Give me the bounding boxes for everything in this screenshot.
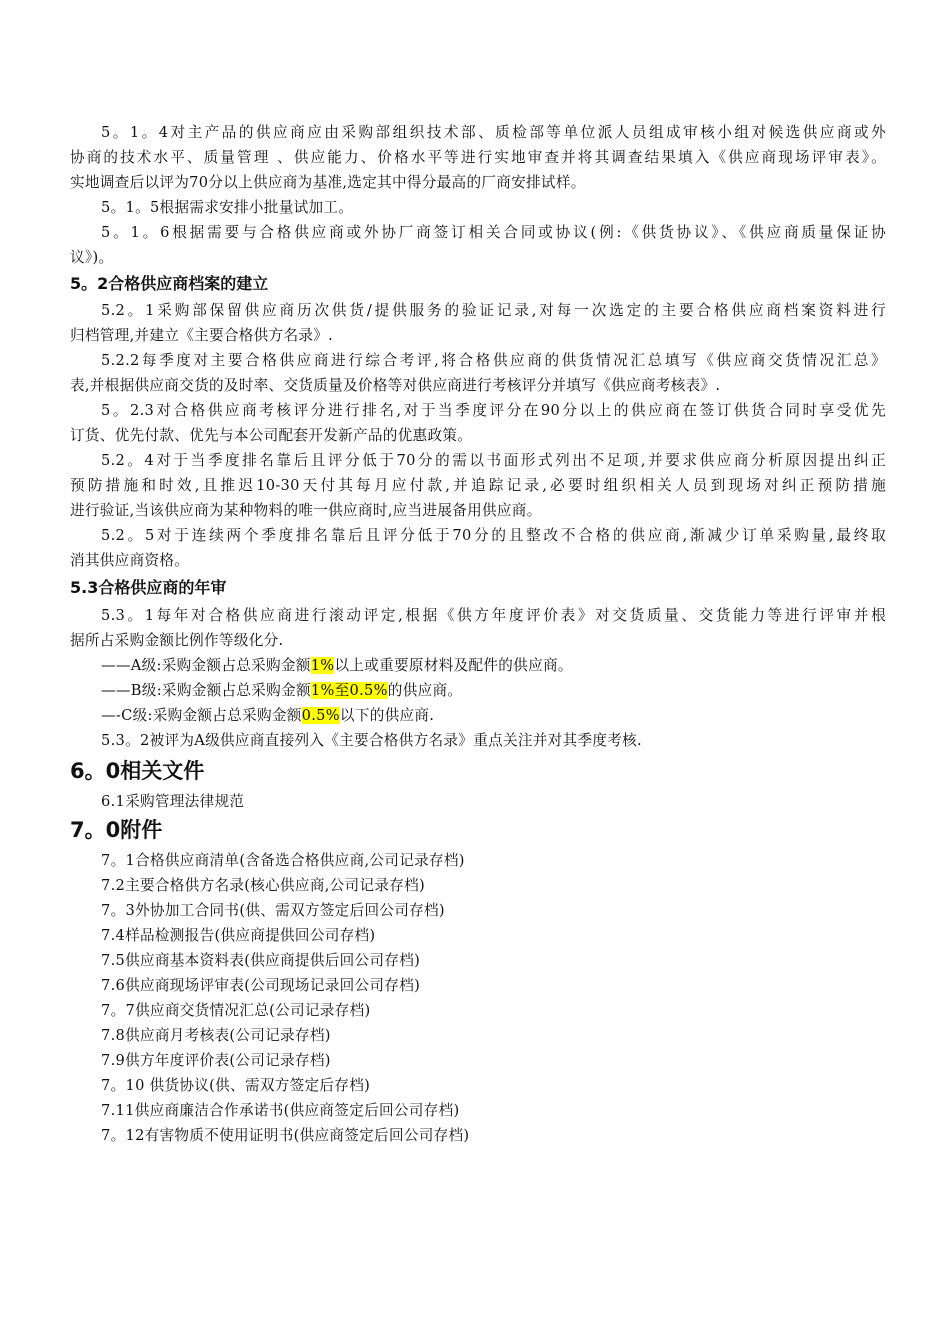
paragraph-5-1-6-line-2: 议》)。 bbox=[70, 249, 114, 266]
paragraph-5-3-1-line-2: 据所占采购金额比例作等级化分. bbox=[70, 632, 284, 649]
paragraph-5-1-4-line-3: 实地调查后以评为70分以上供应商为基准,选定其中得分最高的厂商安排试样。 bbox=[70, 174, 586, 191]
section-heading-5-3: 5.3合格供应商的年审 bbox=[70, 578, 227, 597]
paragraph-5-1-4-line-1: 5。1。4对主产品的供应商应由采购部组织技术部、质检部等单位派人员组成审核小组对候选供应商或外 bbox=[101, 124, 886, 141]
grade-a-text: ——A级:采购金额占总采购金额 bbox=[101, 657, 311, 674]
attachment-item: 7。1合格供应商清单(含备选合格供应商,公司记录存档) bbox=[101, 852, 465, 869]
attachment-item: 7。10 供货协议(供、需双方签定后存档) bbox=[101, 1077, 371, 1094]
grade-b-text: ——B级:采购金额占总采购金额 bbox=[101, 682, 311, 699]
attachment-item: 7。3外协加工合同书(供、需双方签定后回公司存档) bbox=[101, 902, 445, 919]
section-heading-5-2: 5。2合格供应商档案的建立 bbox=[70, 274, 269, 293]
attachment-item: 7.9供方年度评价表(公司记录存档) bbox=[101, 1052, 331, 1069]
paragraph-5-1-4-line-2: 协商的技术水平、质量管理 、供应能力、价格水平等进行实地审查并将其调查结果填入《供应商现场评审表》。 bbox=[70, 149, 886, 166]
paragraph-5-2-1-line-2: 归档管理,并建立《主要合格供方名录》. bbox=[70, 327, 334, 344]
paragraph-5-1-5: 5。1。5根据需求安排小批量试加工。 bbox=[101, 199, 354, 216]
attachment-item: 7.5供应商基本资料表(供应商提供后回公司存档) bbox=[101, 952, 421, 969]
attachment-item: 7.11供应商廉洁合作承诺书(供应商签定后回公司存档) bbox=[101, 1102, 460, 1119]
attachment-item: 7.6供应商现场评审表(公司现场记录回公司存档) bbox=[101, 977, 421, 994]
related-doc-6-1: 6.1采购管理法律规范 bbox=[101, 793, 245, 810]
paragraph-5-2-5-line-2: 消其供应商资格。 bbox=[70, 552, 190, 569]
section-heading-7-0: 7。0附件 bbox=[70, 818, 163, 842]
grade-c-line bbox=[101, 703, 886, 728]
paragraph-5-2-3-line-2: 订货、优先付款、优先与本公司配套开发新产品的优惠政策。 bbox=[70, 427, 473, 444]
paragraph-5-3-2: 5.3。2被评为A级供应商直接列入《主要合格供方名录》重点关注并对其季度考核. bbox=[101, 732, 642, 749]
grade-a-line bbox=[101, 653, 886, 678]
grade-b-text-tail: 的供应商。 bbox=[387, 682, 463, 699]
paragraph-5-2-4-line-3: 进行验证,当该供应商为某种物料的唯一供应商时,应当进展备用供应商。 bbox=[70, 502, 542, 519]
grade-a-highlight: 1% bbox=[310, 657, 335, 674]
paragraph-5-2-2-line-2: 表,并根据供应商交货的及时率、交货质量及价格等对供应商进行考核评分并填写《供应商考核表》. bbox=[70, 377, 721, 394]
attachment-item: 7.8供应商月考核表(公司记录存档) bbox=[101, 1027, 331, 1044]
paragraph-5-2-5-line-1: 5.2。5对于连续两个季度排名靠后且评分低于70分的且整改不合格的供应商,渐减少订单采购量,最终取 bbox=[101, 527, 886, 544]
paragraph-5-2-4-line-2: 预防措施和时效,且推迟10-30天付其每月应付款,并追踪记录,必要时组织相关人员到现场对纠正预防措施 bbox=[70, 477, 886, 494]
attachment-item: 7。12有害物质不使用证明书(供应商签定后回公司存档) bbox=[101, 1127, 470, 1144]
grade-c-highlight: 0.5% bbox=[301, 707, 340, 724]
attachment-item: 7.2主要合格供方名录(核心供应商,公司记录存档) bbox=[101, 877, 426, 894]
grade-c-text: —-C级:采购金额占总采购金额 bbox=[101, 707, 302, 724]
attachment-item: 7.4样品检测报告(供应商提供回公司存档) bbox=[101, 927, 376, 944]
grade-a-text-tail: 以上或重要原材料及配件的供应商。 bbox=[334, 657, 573, 674]
paragraph-5-2-3-line-1: 5。2.3对合格供应商考核评分进行排名,对于当季度评分在90分以上的供应商在签订供货合同时享受优先 bbox=[101, 402, 886, 419]
paragraph-5-2-4-line-1: 5.2。4对于当季度排名靠后且评分低于70分的需以书面形式列出不足项,并要求供应商分析原因提出纠正 bbox=[101, 452, 886, 469]
grade-c-text-tail: 以下的供应商. bbox=[339, 707, 435, 724]
grade-b-highlight: 1%至0.5% bbox=[310, 682, 388, 699]
grade-b-line bbox=[101, 678, 886, 703]
paragraph-5-3-1-line-1: 5.3。1每年对合格供应商进行滚动评定,根据《供方年度评价表》对交货质量、交货能力等进行评审并根 bbox=[101, 607, 886, 624]
paragraph-5-2-2-line-1: 5.2.2每季度对主要合格供应商进行综合考评,将合格供应商的供货情况汇总填写《供应商交货情况汇总》 bbox=[101, 352, 886, 369]
paragraph-5-1-6-line-1: 5。1。6根据需要与合格供应商或外协厂商签订相关合同或协议(例:《供货协议》、《供应商质量保证协 bbox=[101, 224, 886, 241]
paragraph-5-2-1-line-1: 5.2。1采购部保留供应商历次供货/提供服务的验证记录,对每一次选定的主要合格供应商档案资料进行 bbox=[101, 302, 886, 319]
attachment-item: 7。7供应商交货情况汇总(公司记录存档) bbox=[101, 1002, 371, 1019]
section-heading-6-0: 6。0相关文件 bbox=[70, 759, 205, 783]
